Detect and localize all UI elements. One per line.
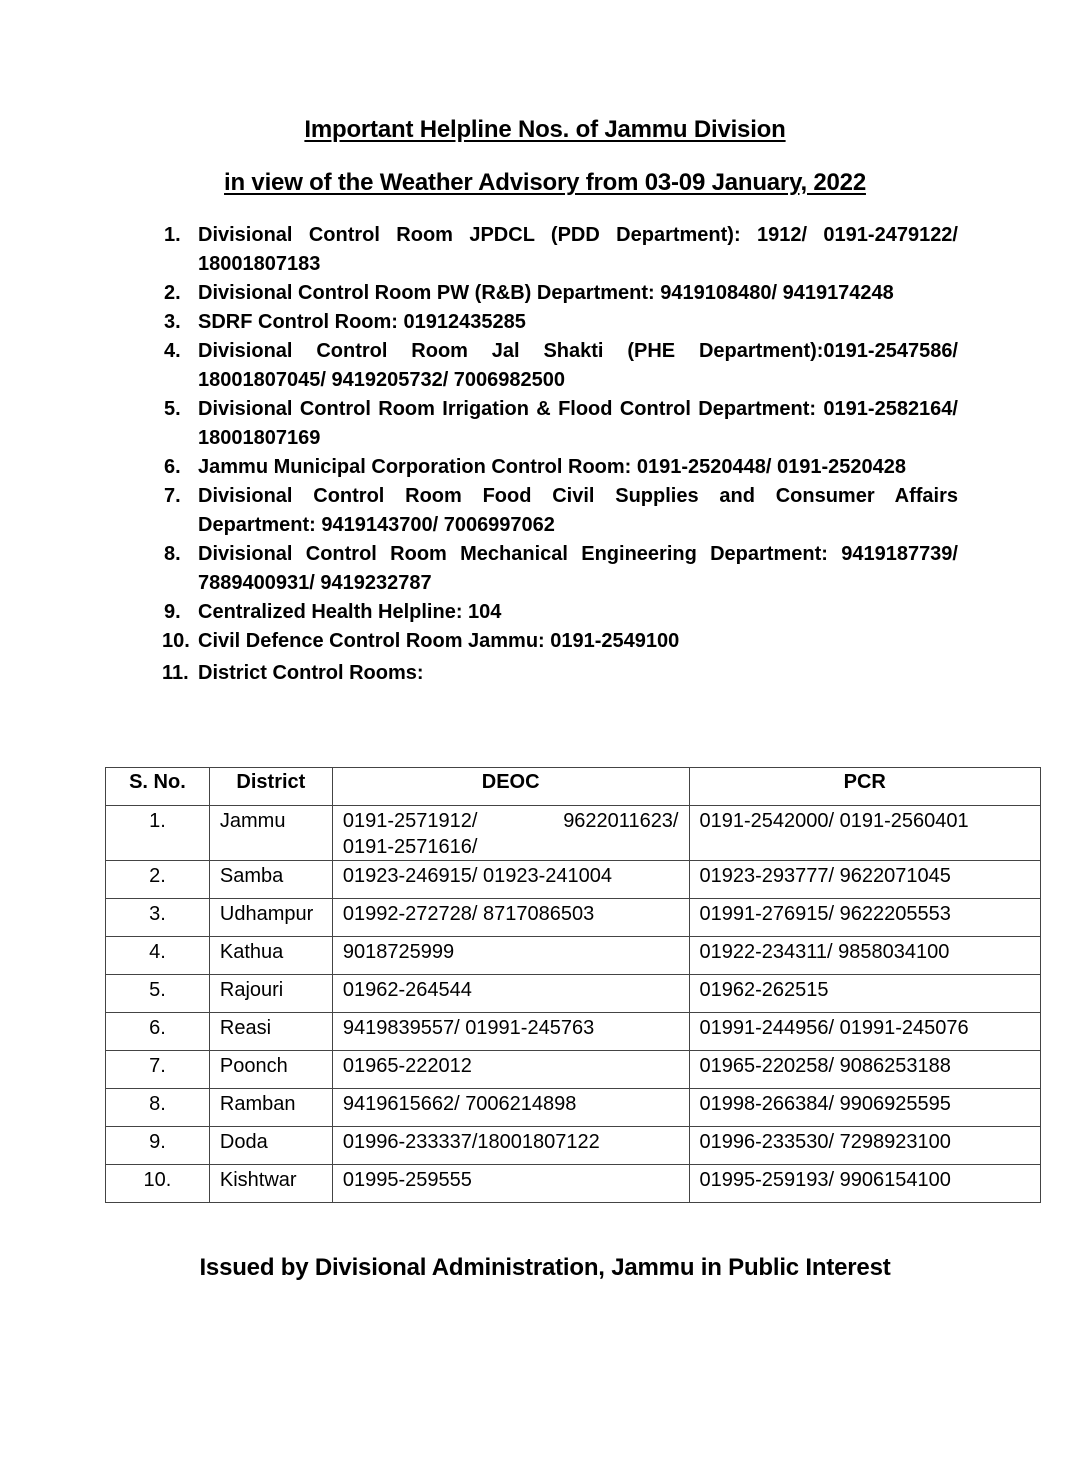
district-control-rooms-table (105, 767, 1041, 1203)
table-row (106, 975, 1041, 1013)
cell-district: Udhampur (209, 899, 332, 937)
cell-district: Ramban (209, 1089, 332, 1127)
table-row (106, 1127, 1041, 1165)
cell-district: Samba (209, 861, 332, 899)
table-row (106, 1165, 1041, 1203)
header-district: District (209, 768, 332, 806)
cell-sno: 4. (106, 937, 210, 975)
helpline-list (162, 221, 958, 688)
cell-pcr: 01923-293777/ 9622071045 (689, 861, 1041, 899)
table-row (106, 1013, 1041, 1051)
cell-pcr: 01965-220258/ 9086253188 (689, 1051, 1041, 1089)
helpline-item (162, 395, 958, 453)
helpline-item (162, 482, 958, 540)
table-row (106, 1089, 1041, 1127)
item-number: 8. (164, 543, 181, 565)
cell-district: Kishtwar (209, 1165, 332, 1203)
helpline-item (162, 279, 958, 308)
item-text: Divisional Control Room Mechanical Engineering Department: 9419187739/ 7889400931/ 9419232787 (198, 543, 958, 594)
item-number: 9. (164, 601, 181, 623)
helpline-item (162, 453, 958, 482)
helpline-item (162, 659, 958, 688)
item-text: Divisional Control Room JPDCL (PDD Department): 1912/ 0191-2479122/ 18001807183 (198, 224, 958, 275)
item-number: 3. (164, 311, 181, 333)
item-text: SDRF Control Room: 01912435285 (198, 311, 526, 333)
cell-deoc: 01965-222012 (332, 1051, 689, 1089)
table-row (106, 861, 1041, 899)
cell-district: Poonch (209, 1051, 332, 1089)
helpline-item (162, 308, 958, 337)
cell-district: Kathua (209, 937, 332, 975)
header-deoc: DEOC (332, 768, 689, 806)
cell-sno: 10. (106, 1165, 210, 1203)
header-sno: S. No. (106, 768, 210, 806)
document-title: Important Helpline Nos. of Jammu Division (304, 116, 786, 143)
cell-pcr: 01922-234311/ 9858034100 (689, 937, 1041, 975)
cell-sno: 8. (106, 1089, 210, 1127)
cell-district: Jammu (209, 806, 332, 861)
deoc-number: 0191-2571912/ (342, 810, 478, 832)
item-text: Jammu Municipal Corporation Control Room: 0191-2520448/ 0191-2520428 (198, 456, 907, 478)
item-number: 1. (164, 224, 181, 246)
helpline-item (162, 337, 958, 395)
item-text: Divisional Control Room Food Civil Supplies and Consumer Affairs Department: 9419143700/ 7006997062 (198, 485, 958, 536)
cell-deoc: 9419615662/ 7006214898 (332, 1089, 689, 1127)
helpline-item (162, 540, 958, 598)
cell-deoc: 01996-233337/18001807122 (332, 1127, 689, 1165)
item-number: 11. (162, 662, 189, 684)
helpline-item (162, 627, 958, 656)
cell-deoc: 9419839557/ 01991-245763 (332, 1013, 689, 1051)
cell-district: Rajouri (209, 975, 332, 1013)
cell-sno: 9. (106, 1127, 210, 1165)
table-row (106, 899, 1041, 937)
table-row (106, 806, 1041, 861)
cell-district: Doda (209, 1127, 332, 1165)
helpline-item (162, 598, 958, 627)
cell-deoc: 9018725999 (332, 937, 689, 975)
cell-sno: 3. (106, 899, 210, 937)
cell-pcr: 01995-259193/ 9906154100 (689, 1165, 1041, 1203)
item-number: 2. (164, 282, 181, 304)
item-number: 5. (164, 398, 181, 420)
deoc-number: 9622011623/ (563, 810, 679, 832)
cell-pcr: 01962-262515 (689, 975, 1041, 1013)
cell-pcr: 0191-2542000/ 0191-2560401 (689, 806, 1041, 861)
item-text: Divisional Control Room Irrigation & Flood Control Department: 0191-2582164/ 18001807169 (198, 398, 958, 449)
cell-deoc: 01992-272728/ 8717086503 (332, 899, 689, 937)
cell-district: Reasi (209, 1013, 332, 1051)
deoc-number: 0191-2571616/ (342, 836, 478, 858)
cell-deoc: 01995-259555 (332, 1165, 689, 1203)
item-text: District Control Rooms: (198, 662, 424, 684)
cell-pcr: 01998-266384/ 9906925595 (689, 1089, 1041, 1127)
cell-sno: 2. (106, 861, 210, 899)
item-text: Centralized Health Helpline: 104 (198, 601, 502, 623)
table-row (106, 937, 1041, 975)
cell-sno: 7. (106, 1051, 210, 1089)
item-number: 6. (164, 456, 181, 478)
item-text: Civil Defence Control Room Jammu: 0191-2549100 (198, 630, 680, 652)
cell-deoc: 01962-264544 (332, 975, 689, 1013)
cell-deoc (332, 806, 689, 861)
table-row (106, 1051, 1041, 1089)
cell-sno: 1. (106, 806, 210, 861)
cell-pcr: 01991-276915/ 9622205553 (689, 899, 1041, 937)
item-number: 4. (164, 340, 181, 362)
cell-sno: 5. (106, 975, 210, 1013)
header-pcr: PCR (689, 768, 1041, 806)
item-text: Divisional Control Room Jal Shakti (PHE Department):0191-2547586/ 18001807045/ 9419205732/ 7006982500 (198, 340, 958, 391)
item-number: 10. (162, 630, 190, 652)
item-number: 7. (164, 485, 181, 507)
document-subtitle: in view of the Weather Advisory from 03-09 January, 2022 (224, 169, 866, 196)
item-text: Divisional Control Room PW (R&B) Department: 9419108480/ 9419174248 (198, 282, 894, 304)
cell-sno: 6. (106, 1013, 210, 1051)
cell-pcr: 01991-244956/ 01991-245076 (689, 1013, 1041, 1051)
helpline-item (162, 221, 958, 279)
table-header-row (106, 768, 1041, 806)
cell-pcr: 01996-233530/ 7298923100 (689, 1127, 1041, 1165)
issued-by-footer: Issued by Divisional Administration, Jammu in Public Interest (199, 1254, 891, 1281)
cell-deoc: 01923-246915/ 01923-241004 (332, 861, 689, 899)
